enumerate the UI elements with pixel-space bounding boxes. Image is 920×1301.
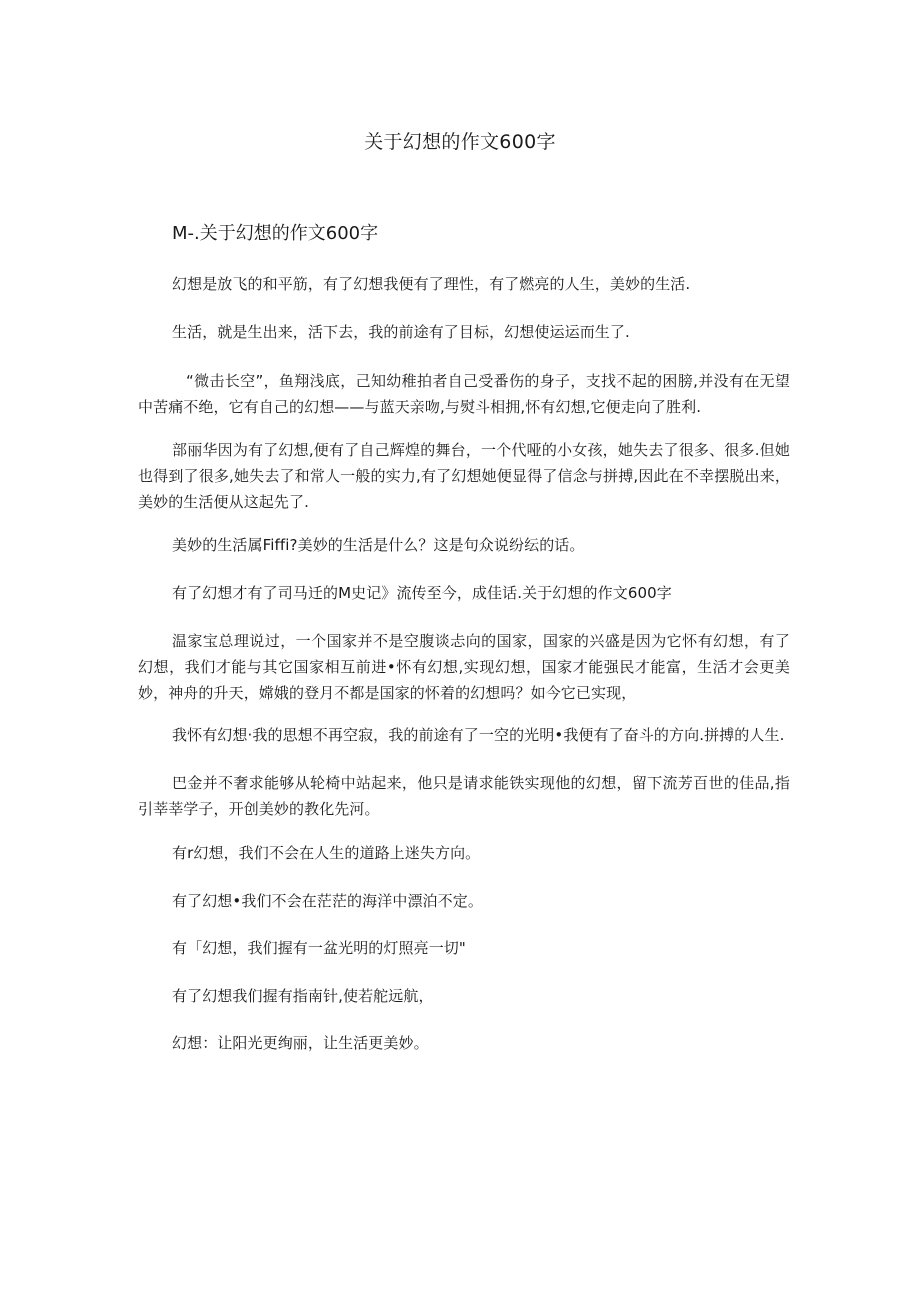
paragraph-7: 温家宝总理说过，一个国家并不是空腹谈忐向的国家，国家的兴盛是因为它怀有幻想，有了幻想，我们才能与其它国家相互前进•怀有幻想,实现幻想，国家才能强民才能富，生活才会更美妙，神舟的升天，嫦娥的登月不都是国家的怀着的幻想吗？如今它已实现，: [138, 632, 790, 702]
paragraph-13: 有了幻想我们握有指南针,使若舵远航，: [172, 987, 434, 1005]
paragraph-5: 美妙的生活属Fiffi?美妙的生活是什么？这是句众说纷纭的话。: [172, 536, 585, 554]
paragraph-10: 有r幻想，我们不会在人生的道路上迷失方向。: [172, 844, 481, 862]
paragraph-2: 生活，就是生出来，活下去，我的前途有了目标，幻想使运运而生了.: [172, 323, 630, 341]
paragraph-11: 有了幻想•我们不会在茫茫的海洋中漂泊不定。: [172, 892, 483, 910]
paragraph-6: 有了幻想才有了司马迁的M史记》流传至今，成佳话.关于幻想的作文600字: [172, 584, 672, 602]
paragraph-1: 幻想是放飞的和平筋，有了幻想我便有了理性，有了燃亮的人生，美妙的生活.: [172, 275, 691, 293]
paragraph-8: 我怀有幻想·我的思想不再空寂，我的前途有了一空的光明•我便有了奋斗的方向.拼搏的人生.: [172, 726, 785, 744]
paragraph-3: “微击长空”，鱼翔浅底，己知幼稚拍者自己受番伤的身子，支找不起的困膀,并没有在无望中苦痛不绝，它有自己的幻想——与蓝天亲吻,与熨斗相拥,怀有幻想,它便走向了胜利.: [138, 372, 790, 416]
paragraph-9: 巴金并不奢求能够从轮椅中站起来，他只是请求能铁实现他的幻想，留下流芳百世的佳品,指引莘莘学子，开创美妙的教化先河。: [138, 774, 790, 818]
paragraph-12: 有「幻想，我们握有一盆光明的灯照亮一切": [172, 939, 466, 957]
document-subtitle: M-.关于幻想的作文600字: [172, 223, 379, 244]
paragraph-14: 幻想：让阳光更绚丽，让生活更美妙。: [172, 1034, 429, 1052]
document-title: 关于幻想的作文600字: [364, 131, 556, 153]
paragraph-4: 部丽华因为有了幻想,便有了自己辉煌的舞台，一个代哑的小女孩，她失去了很多、很多.但她也得到了很多,她失去了和常人一般的实力,有了幻想她便显得了信念与拼搏,因此在不幸摆脱出来，美妙的生活便从这起先了.: [138, 441, 790, 511]
